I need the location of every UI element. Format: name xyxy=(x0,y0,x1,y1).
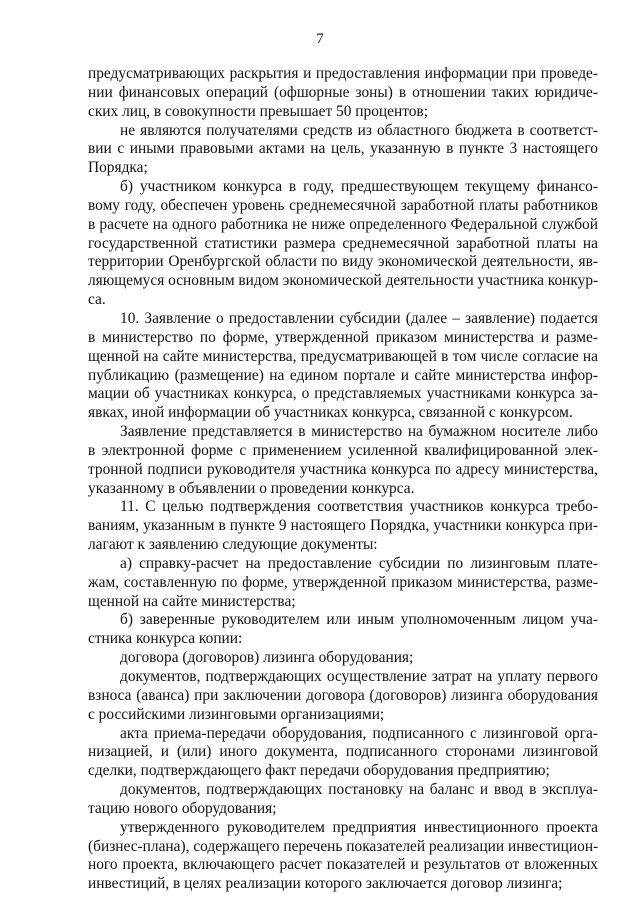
text-line: ного проекта, включающего расчет показателей и результатов от вложенных xyxy=(88,856,598,874)
document-body xyxy=(88,65,598,894)
paragraph xyxy=(88,310,598,423)
text-line: публикацию (размещение) на едином портале и сайте министерства инфор- xyxy=(88,366,598,384)
text-line: лагают к заявлению следующие документы: xyxy=(88,536,378,554)
text-line: тацию нового оборудования; xyxy=(88,799,277,817)
paragraph xyxy=(88,178,598,310)
paragraph xyxy=(88,423,598,498)
paragraph xyxy=(88,122,598,179)
text-line: нии финансовых операций (офшорные зоны) в отношении таких юридиче- xyxy=(88,83,598,101)
text-line: утвержденного руководителем предприятия инвестиционного проекта xyxy=(120,818,598,836)
text-line: с российскими лизинговыми организациями; xyxy=(88,705,385,723)
text-line: ских лиц, в совокупности превышает 50 процентов; xyxy=(88,102,428,120)
text-line: договора (договоров) лизинга оборудования; xyxy=(120,649,414,667)
text-line: (бизнес-плана), содержащего перечень показателей реализации инвестицион- xyxy=(88,837,598,855)
text-line: щенной на сайте министерства; xyxy=(88,592,296,610)
text-line: акта приема-передачи оборудования, подписанного с лизинговой орга- xyxy=(120,724,598,742)
text-line: 11. С целью подтверждения соответствия участников конкурса требо- xyxy=(120,498,598,516)
text-line: б) заверенные руководителем или иным уполномоченным лицом уча- xyxy=(120,611,598,629)
text-line: вии с иными правовыми актами на цель, указанную в пункте 3 настоящего xyxy=(88,140,598,158)
text-line: территории Оренбургской области по виду экономической деятельности, яв- xyxy=(88,253,598,271)
text-line: вому году, обеспечен уровень среднемесячной заработной платы работников xyxy=(88,196,598,214)
text-line: государственной статистики размера среднемесячной заработной платы на xyxy=(88,234,598,252)
text-line: стника конкурса копии: xyxy=(88,630,243,648)
paragraph xyxy=(88,668,598,725)
text-line: низацией, и (или) иного документа, подписанного сторонами лизинговой xyxy=(88,743,598,761)
text-line: са. xyxy=(88,291,106,309)
paragraph xyxy=(88,555,598,612)
text-line: взноса (аванса) при заключении договора (договоров) лизинга оборудования xyxy=(88,686,598,704)
text-line: 10. Заявление о предоставлении субсидии (далее – заявление) подается xyxy=(120,309,598,327)
paragraph xyxy=(88,65,598,122)
text-line: документов, подтверждающих осуществление затрат на уплату первого xyxy=(120,668,598,685)
text-line: щенной на сайте министерства, предусматривающей в том числе согласие на xyxy=(88,347,598,365)
text-line: Заявление представляется в министерство на бумажном носителе либо xyxy=(120,423,598,441)
paragraph xyxy=(88,781,598,819)
text-line: явках, иной информации об участниках конкурса, связанной с конкурсом. xyxy=(88,404,573,422)
text-line: документов, подтверждающих постановку на баланс и ввод в эксплуа- xyxy=(120,781,598,799)
paragraph xyxy=(88,611,598,649)
paragraph xyxy=(88,725,598,782)
text-line: инвестиций, в целях реализации которого заключается договор лизинга; xyxy=(88,875,563,893)
text-line: указанному в объявлении о проведении конкурса. xyxy=(88,479,415,497)
text-line: ляющемуся основным видом экономической деятельности участника конкур- xyxy=(88,272,598,290)
text-line: не являются получателями средств из областного бюджета в соответст- xyxy=(120,121,598,139)
text-line: в министерство по форме, утвержденной приказом министерства и разме- xyxy=(88,328,598,346)
page-number: 7 xyxy=(316,31,324,47)
text-line: тронной подписи руководителя участника конкурса по адресу министерства, xyxy=(88,460,598,478)
paragraph xyxy=(88,498,598,555)
text-line: в электронной форме с применением усиленной квалифицированной элек- xyxy=(88,441,598,459)
text-line: предусматривающих раскрытия и предоставления информации при проведе- xyxy=(88,65,598,82)
text-line: б) участником конкурса в году, предшествующем текущему финансо- xyxy=(120,178,598,196)
text-line: в расчете на одного работника не ниже определенного Федеральной службой xyxy=(88,215,598,233)
text-line: мации об участниках конкурса, о представляемых участниками конкурса за- xyxy=(88,385,598,403)
text-line: жам, составленную по форме, утвержденной приказом министерства, разме- xyxy=(88,573,598,591)
paragraph xyxy=(88,819,598,894)
text-line: сделки, подтверждающего факт передачи оборудования предприятию; xyxy=(88,762,550,780)
text-line: а) справку-расчет на предоставление субсидии по лизинговым плате- xyxy=(120,554,598,572)
text-line: Порядка; xyxy=(88,159,148,177)
paragraph xyxy=(88,649,598,668)
text-line: ваниям, указанным в пункте 9 настоящего Порядка, участники конкурса при- xyxy=(88,517,598,535)
